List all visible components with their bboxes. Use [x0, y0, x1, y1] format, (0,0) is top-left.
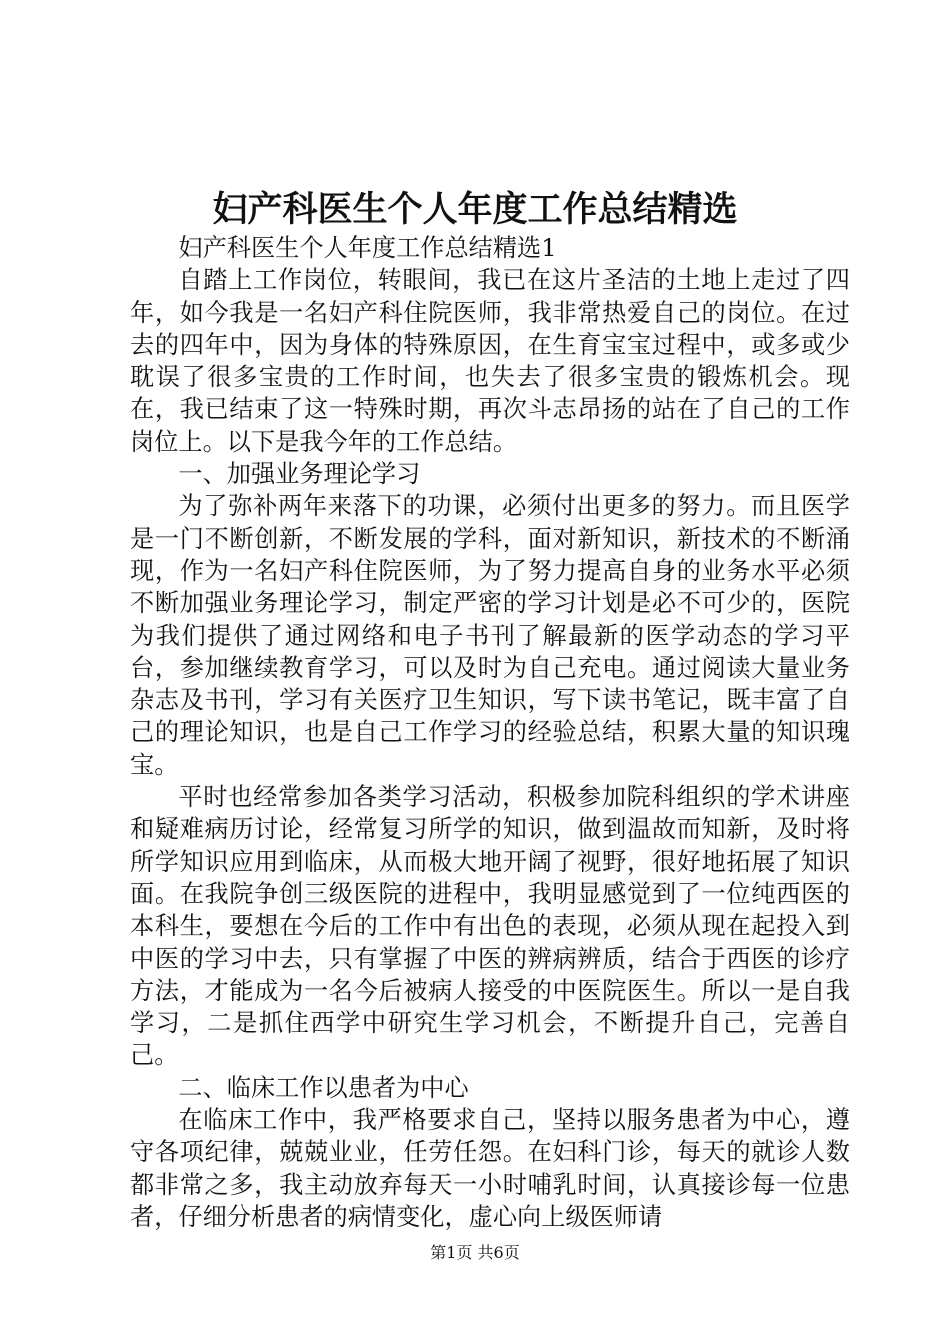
document-title: 妇产科医生个人年度工作总结精选	[212, 189, 738, 230]
body-paragraph: 为了弥补两年来落下的功课，必须付出更多的努力。而且医学是一门不断创新，不断发展的学科，面对新知识，新技术的不断涌现，作为一名妇产科住院医师，为了努力提高自身的业务水平必须不断加强业务理论学习，制定严密的学习计划是必不可少的，医院为我们提供了通过网络和电子书刊了解最新的医学动态的学习平台，参加继续教育学习，可以及时为自己充电。通过阅读大量业务杂志及书刊，学习有关医疗卫生知识，写下读书笔记，既丰富了自己的理论知识，也是自己工作学习的经验总结，积累大量的知识瑰宝。	[130, 492, 850, 779]
page-number-footer: 第1页 共6页	[430, 1243, 520, 1262]
subtitle-paragraph: 妇产科医生个人年度工作总结精选1	[178, 234, 557, 262]
section-heading-1: 一、加强业务理论学习	[178, 460, 421, 489]
body-paragraph: 平时也经常参加各类学习活动，积极参加院科组织的学术讲座和疑难病历讨论，经常复习所学的知识，做到温故而知新，及时将所学知识应用到临床，从而极大地开阔了视野，很好地拓展了知识面。在我院争创三级医院的进程中，我明显感觉到了一位纯西医的本科生，要想在今后的工作中有出色的表现，必须从现在起投入到中医的学习中去，只有掌握了中医的辨病辨质，结合于西医的诊疗方法，才能成为一名今后被病人接受的中医院医生。所以一是自我学习，二是抓住西学中研究生学习机会，不断提升自己，完善自己。	[130, 783, 850, 1070]
body-paragraph: 在临床工作中，我严格要求自己，坚持以服务患者为中心，遵守各项纪律，兢兢业业，任劳任怨。在妇科门诊，每天的就诊人数都非常之多，我主动放弃每天一小时哺乳时间，认真接诊每一位患者，仔细分析患者的病情变化，虚心向上级医师请	[130, 1106, 850, 1231]
section-heading-2: 二、临床工作以患者为中心	[178, 1073, 469, 1102]
document-body	[130, 232, 850, 1233]
intro-paragraph: 自踏上工作岗位，转眼间，我已在这片圣洁的土地上走过了四年，如今我是一名妇产科住院医师，我非常热爱自己的岗位。在过去的四年中，因为身体的特殊原因，在生育宝宝过程中，或多或少耽误了很多宝贵的工作时间，也失去了很多宝贵的锻炼机会。现在，我已结束了这一特殊时期，再次斗志昂扬的站在了自己的工作岗位上。以下是我今年的工作总结。	[130, 266, 850, 456]
